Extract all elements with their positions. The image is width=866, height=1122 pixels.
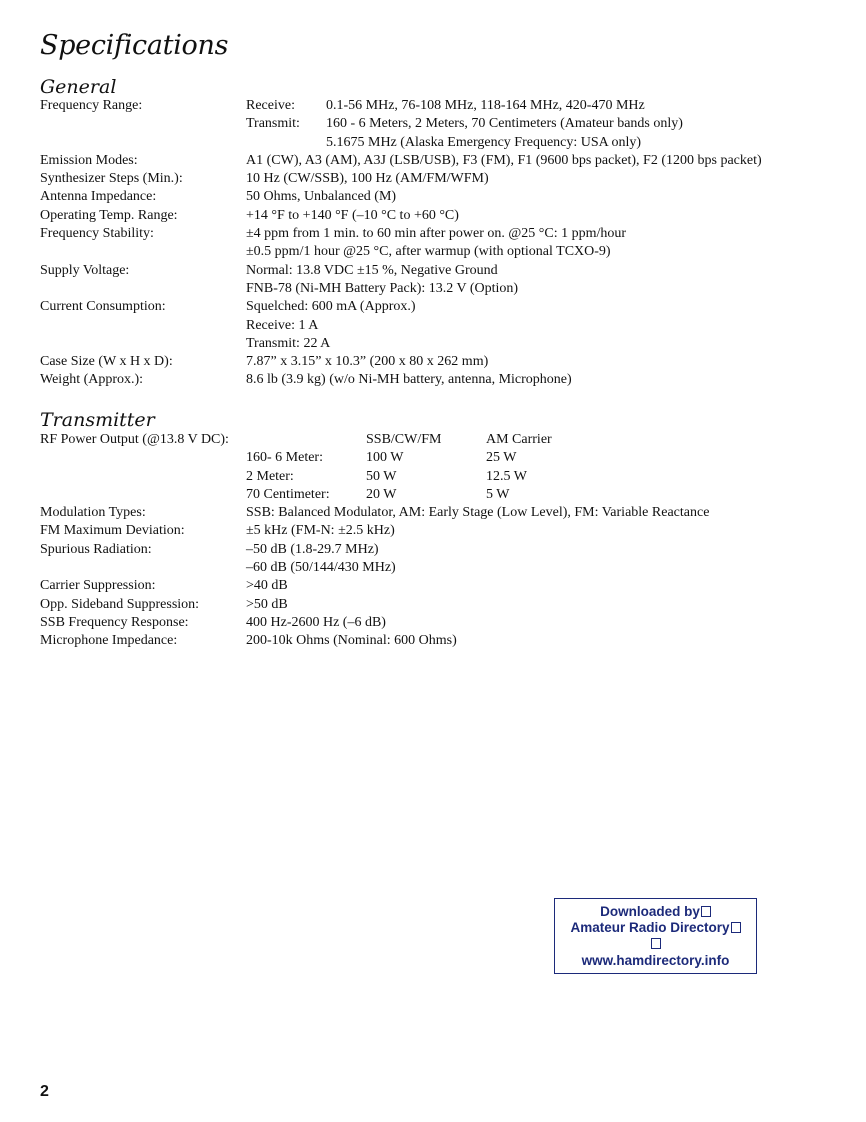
download-line-1: Downloaded by [600, 904, 700, 919]
general-heading: General [40, 76, 117, 98]
spec-label: Opp. Sideband Suppression: [40, 596, 200, 612]
box-glyph-icon [731, 922, 741, 933]
table-cell-am: 25 W [486, 450, 517, 466]
spec-value: Normal: 13.8 VDC ±15 %, Negative Ground [246, 262, 498, 278]
transmitter-specs [40, 431, 800, 651]
spec-value: 8.6 lb (3.9 kg) (w/o Ni-MH battery, antenna, Microphone) [246, 372, 572, 388]
spec-value: Receive: 1 A [246, 317, 319, 333]
spec-value: 10 Hz (CW/SSB), 100 Hz (AM/FM/WFM) [246, 171, 489, 187]
table-cell-am: 5 W [486, 486, 510, 502]
spec-label: Carrier Suppression: [40, 578, 156, 594]
download-line-2: Amateur Radio Directory [570, 920, 730, 935]
spec-value: +14 °F to +140 °F (–10 °C to +60 °C) [246, 207, 459, 223]
transmit-key: Transmit: [246, 116, 300, 132]
spec-value: 400 Hz-2600 Hz (–6 dB) [246, 614, 386, 630]
spec-row-ssb-freq-response [40, 614, 800, 632]
spec-label: Emission Modes: [40, 152, 138, 168]
receive-value: 0.1-56 MHz, 76-108 MHz, 118-164 MHz, 420-470 MHz [326, 98, 645, 113]
spec-row-mic-impedance [40, 632, 800, 650]
spec-row-modulation-types [40, 504, 800, 522]
spec-row-frequency-stability [40, 225, 800, 262]
spec-value: –60 dB (50/144/430 MHz) [246, 560, 396, 576]
spec-row-antenna-impedance [40, 188, 800, 206]
table-cell-band: 2 Meter: [246, 468, 294, 484]
spec-label: Operating Temp. Range: [40, 207, 178, 223]
spec-row-emission-modes [40, 152, 800, 170]
table-cell-am: 12.5 W [486, 468, 527, 484]
general-specs [40, 97, 800, 390]
spec-value: >40 dB [246, 578, 288, 594]
table-cell-band: 70 Centimeter: [246, 486, 330, 502]
spec-label: Microphone Impedance: [40, 633, 178, 649]
spec-row-synthesizer-steps [40, 170, 800, 188]
spec-row-frequency-range [40, 97, 800, 152]
table-cell-band: 160- 6 Meter: [246, 450, 323, 466]
spec-value: 7.87” x 3.15” x 10.3” (200 x 80 x 262 mm) [246, 354, 489, 370]
spec-row-operating-temp [40, 207, 800, 225]
table-cell-ssb: 50 W [366, 468, 397, 484]
spec-row-spurious-radiation [40, 541, 800, 578]
receive-key: Receive: [246, 98, 295, 113]
spec-row-weight [40, 371, 800, 389]
spec-value: ±5 kHz (FM-N: ±2.5 kHz) [246, 523, 395, 539]
spec-label: RF Power Output (@13.8 V DC): [40, 432, 229, 447]
spec-label: Weight (Approx.): [40, 372, 144, 388]
rf-power-table [246, 431, 800, 504]
column-header-ssb: SSB/CW/FM [366, 432, 442, 447]
spec-label: Spurious Radiation: [40, 541, 152, 557]
download-url-link[interactable]: www.hamdirectory.info [581, 953, 730, 968]
download-watermark-box [554, 898, 757, 974]
transmit-value-2: 5.1675 MHz (Alaska Emergency Frequency: USA only) [326, 134, 642, 150]
spec-value: ±4 ppm from 1 min. to 60 min after power on. @25 °C: 1 ppm/hour [246, 226, 627, 242]
spec-row-rf-power [40, 431, 800, 504]
box-glyph-icon [651, 938, 661, 949]
box-glyph-icon [701, 906, 711, 917]
spec-label: Synthesizer Steps (Min.): [40, 171, 183, 187]
spec-label: Antenna Impedance: [40, 189, 157, 205]
column-header-am: AM Carrier [486, 432, 552, 447]
spec-label: Case Size (W x H x D): [40, 354, 173, 370]
spec-row-fm-deviation [40, 522, 800, 540]
spec-value: ±0.5 ppm/1 hour @25 °C, after warmup (with optional TCXO-9) [246, 244, 611, 260]
spec-value: 50 Ohms, Unbalanced (M) [246, 189, 397, 205]
spec-label: Current Consumption: [40, 299, 166, 315]
spec-label: Modulation Types: [40, 505, 146, 521]
spec-label: Supply Voltage: [40, 262, 130, 278]
spec-label: Frequency Stability: [40, 226, 154, 242]
spec-label: SSB Frequency Response: [40, 614, 189, 630]
transmitter-heading: Transmitter [40, 409, 155, 431]
spec-value: –50 dB (1.8-29.7 MHz) [246, 541, 379, 557]
spec-value: Squelched: 600 mA (Approx.) [246, 299, 416, 315]
transmit-value: 160 - 6 Meters, 2 Meters, 70 Centimeters (Amateur bands only) [326, 116, 683, 132]
page-number: 2 [40, 1083, 49, 1100]
spec-label: FM Maximum Deviation: [40, 523, 185, 539]
spec-row-opp-sideband [40, 596, 800, 614]
spec-label: Frequency Range: [40, 98, 143, 113]
spec-value: >50 dB [246, 596, 288, 612]
spec-value: FNB-78 (Ni-MH Battery Pack): 13.2 V (Option) [246, 280, 519, 296]
spec-value: A1 (CW), A3 (AM), A3J (LSB/USB), F3 (FM), F1 (9600 bps packet), F2 (1200 bps packet) [246, 152, 762, 168]
spec-row-current-consumption [40, 298, 800, 353]
spec-value: SSB: Balanced Modulator, AM: Early Stage (Low Level), FM: Variable Reactance [246, 505, 710, 521]
table-cell-ssb: 20 W [366, 486, 397, 502]
spec-value: Transmit: 22 A [246, 335, 331, 351]
table-cell-ssb: 100 W [366, 450, 404, 466]
spec-value: 200-10k Ohms (Nominal: 600 Ohms) [246, 633, 457, 649]
spec-row-carrier-suppression [40, 577, 800, 595]
spec-row-case-size [40, 353, 800, 371]
spec-row-supply-voltage [40, 262, 800, 299]
page-title: Specifications [40, 30, 229, 61]
